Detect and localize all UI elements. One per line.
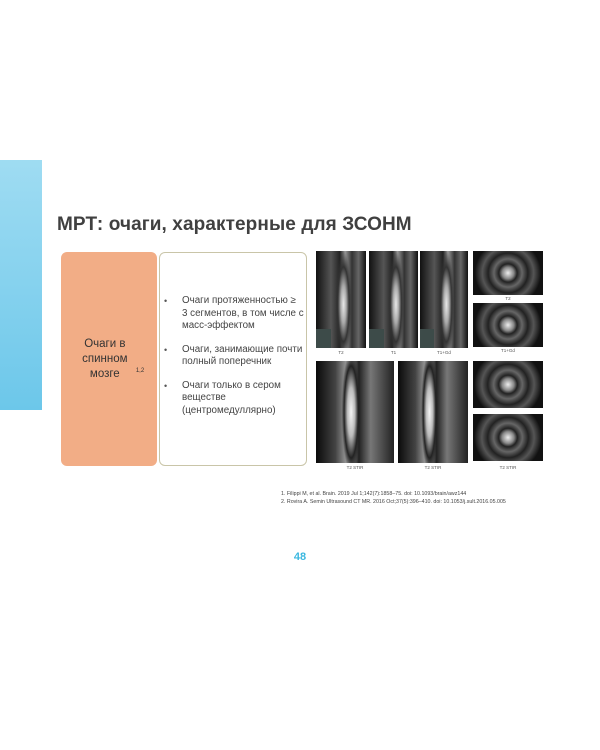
bullet-item (164, 380, 304, 418)
page-number: 48 (293, 551, 307, 563)
references-list (281, 490, 506, 506)
bullet-text: Очаги, занимающие почти полный поперечник (182, 343, 303, 367)
image-caption: T2 STIR (499, 465, 517, 470)
category-box (61, 252, 157, 466)
mri-overlay (369, 329, 384, 348)
mri-overlay (420, 329, 434, 348)
bullet-text: Очаги только в сером веществе (центромедуллярно) (182, 379, 281, 416)
bullet-dot: • (164, 380, 168, 391)
image-caption: T1+Gd (501, 348, 515, 353)
mri-axial-stir-image-1 (473, 361, 543, 408)
image-caption: T2 STIR (424, 465, 442, 470)
mri-sagittal-t1gd-image (420, 251, 468, 348)
image-caption: T1+Gd (437, 350, 451, 355)
mri-sagittal-t2-image (316, 251, 366, 348)
bullet-box (159, 252, 307, 466)
mri-sagittal-stir-image-2 (398, 361, 468, 463)
mri-sagittal-t1-image (369, 251, 418, 348)
bullet-dot: • (164, 296, 168, 306)
reference-item: 1. Filippi M, et al. Brain. 2019 Jul 1;142(7):1858–75. doi: 10.1093/brain/awz144 (281, 491, 467, 497)
mri-axial-t2-image (473, 251, 543, 295)
mri-overlay (316, 329, 331, 348)
mri-axial-stir-image-2 (473, 414, 543, 461)
bullet-list (164, 295, 304, 428)
category-label-text: Очаги в спинном мозге (82, 337, 128, 380)
image-caption: T1 (390, 350, 397, 355)
mri-sagittal-stir-image-1 (316, 361, 394, 463)
category-superscript: 1,2 (135, 367, 145, 374)
category-label (74, 337, 144, 382)
image-caption: T2 (338, 350, 344, 355)
mri-axial-t1gd-image (473, 303, 543, 347)
bullet-item (164, 344, 304, 369)
image-caption: T2 (505, 296, 511, 301)
image-caption: T2 STIR (346, 465, 364, 470)
bullet-dot: • (164, 344, 168, 355)
bullet-text: Очаги протяженностью ≥ 3 сегментов, в том числе с масс-эффектом (182, 295, 304, 331)
slide-title: МРТ: очаги, характерные для ЗСОНМ (57, 214, 412, 235)
side-accent-bar (0, 160, 42, 410)
bullet-item (164, 295, 304, 333)
reference-item: 2. Rovira A. Semin Ultrasound CT MR. 2016 Oct;37(5):396–410. doi: 10.1053/j.sult.2016.05.005 (281, 499, 506, 505)
